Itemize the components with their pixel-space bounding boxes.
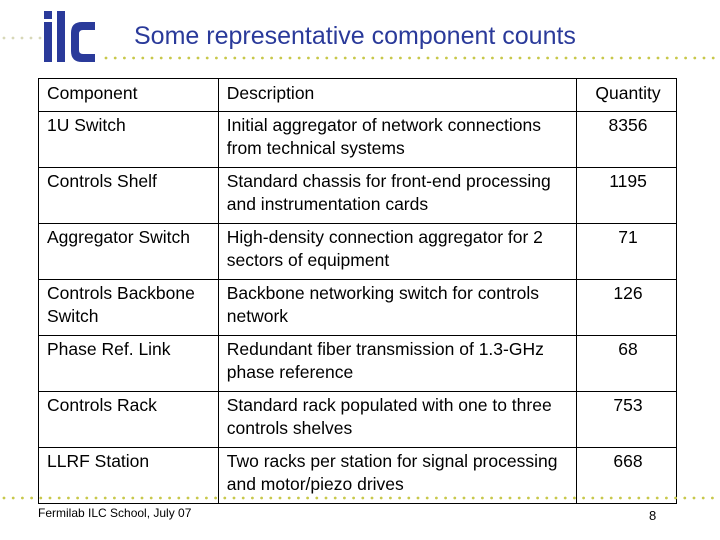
table-row — [39, 112, 677, 168]
decorative-dot — [196, 497, 199, 500]
decorative-dot — [657, 57, 660, 60]
table-row — [39, 224, 677, 280]
decorative-dot — [684, 57, 687, 60]
decorative-dot — [122, 497, 125, 500]
decorative-dot — [243, 57, 246, 60]
decorative-dot — [610, 497, 613, 500]
table-row — [39, 168, 677, 224]
decorative-dot — [315, 497, 318, 500]
decorative-dot — [445, 57, 448, 60]
decorative-dot — [481, 497, 484, 500]
decorative-dot — [49, 497, 52, 500]
decorative-dot — [509, 497, 512, 500]
decorative-dot — [58, 497, 61, 500]
cell-quantity: 71 — [577, 224, 677, 280]
decorative-dot — [12, 497, 15, 500]
decorative-dot — [573, 497, 576, 500]
decorative-dot — [352, 497, 355, 500]
decorative-dot — [472, 497, 475, 500]
cell-description: Initial aggregator of network connections from technical systems — [218, 112, 576, 168]
decorative-dot — [519, 57, 522, 60]
decorative-dot — [583, 57, 586, 60]
decorative-dot — [555, 497, 558, 500]
decorative-dot — [703, 57, 706, 60]
decorative-dot — [95, 497, 98, 500]
decorative-dot — [693, 57, 696, 60]
cell-component: Controls Shelf — [39, 168, 219, 224]
decorative-dot-line-top — [0, 28, 720, 68]
decorative-dot — [214, 497, 217, 500]
decorative-dot — [711, 497, 714, 500]
decorative-dot — [436, 57, 439, 60]
decorative-dot — [325, 57, 328, 60]
decorative-dot — [279, 497, 282, 500]
decorative-dot — [85, 497, 88, 500]
decorative-dot — [160, 57, 163, 60]
decorative-dot — [482, 57, 485, 60]
decorative-dot — [335, 57, 338, 60]
decorative-dot — [371, 497, 374, 500]
decorative-dot — [343, 497, 346, 500]
table-header-row — [39, 79, 677, 112]
cell-quantity: 8356 — [577, 112, 677, 168]
decorative-dot — [555, 57, 558, 60]
decorative-dot — [390, 57, 393, 60]
cell-component: Controls Backbone Switch — [39, 280, 219, 336]
decorative-dot — [298, 57, 301, 60]
decorative-dot — [619, 497, 622, 500]
decorative-dot — [398, 497, 401, 500]
decorative-dot — [223, 497, 226, 500]
decorative-dot — [601, 497, 604, 500]
decorative-dot — [380, 497, 383, 500]
decorative-dot — [592, 57, 595, 60]
cell-component: Controls Rack — [39, 392, 219, 448]
decorative-dot — [528, 57, 531, 60]
decorative-dot — [702, 497, 705, 500]
header-component: Component — [39, 79, 219, 112]
decorative-dot — [574, 57, 577, 60]
decorative-dot — [499, 497, 502, 500]
decorative-dot — [527, 497, 530, 500]
decorative-dot — [105, 57, 108, 60]
decorative-dot — [490, 497, 493, 500]
decorative-dot — [297, 497, 300, 500]
decorative-dot — [518, 497, 521, 500]
decorative-dot — [647, 497, 650, 500]
cell-description: Two racks per station for signal processing and motor/piezo drives — [218, 448, 576, 504]
decorative-dot — [473, 57, 476, 60]
decorative-dot — [187, 57, 190, 60]
decorative-dot — [151, 57, 154, 60]
decorative-dot — [197, 57, 200, 60]
decorative-dot — [177, 497, 180, 500]
decorative-dot — [3, 497, 6, 500]
cell-description: Redundant fiber transmission of 1.3-GHz phase reference — [218, 336, 576, 392]
decorative-dot — [187, 497, 190, 500]
decorative-dot — [417, 497, 420, 500]
slide-title: Some representative component counts — [134, 22, 576, 50]
decorative-dot — [674, 497, 677, 500]
decorative-dot — [611, 57, 614, 60]
page-number: 8 — [649, 508, 657, 523]
decorative-dot — [582, 497, 585, 500]
decorative-dot — [361, 497, 364, 500]
decorative-dot — [30, 37, 33, 40]
decorative-dot — [454, 57, 457, 60]
decorative-dot — [141, 57, 144, 60]
decorative-dot — [289, 57, 292, 60]
decorative-dot — [261, 57, 264, 60]
decorative-dot — [407, 497, 410, 500]
decorative-dot — [629, 57, 632, 60]
decorative-dot — [270, 57, 273, 60]
decorative-dot — [168, 497, 171, 500]
header-quantity: Quantity — [577, 79, 677, 112]
decorative-dot — [344, 57, 347, 60]
decorative-dot — [76, 497, 79, 500]
cell-description: Standard rack populated with one to three controls shelves — [218, 392, 576, 448]
decorative-dot — [30, 497, 33, 500]
decorative-dot — [169, 57, 172, 60]
decorative-dot — [545, 497, 548, 500]
decorative-dot — [252, 57, 255, 60]
decorative-dot — [39, 497, 42, 500]
decorative-dot — [637, 497, 640, 500]
decorative-dot — [224, 57, 227, 60]
cell-quantity: 753 — [577, 392, 677, 448]
header-description: Description — [218, 79, 576, 112]
decorative-dot — [362, 57, 365, 60]
decorative-dot — [279, 57, 282, 60]
cell-component: Phase Ref. Link — [39, 336, 219, 392]
decorative-dot — [205, 497, 208, 500]
decorative-dot — [113, 497, 116, 500]
footer-source: Fermilab ILC School, July 07 — [38, 506, 192, 520]
component-counts-table — [38, 78, 677, 504]
decorative-dot — [546, 57, 549, 60]
decorative-dot — [453, 497, 456, 500]
cell-quantity: 68 — [577, 336, 677, 392]
decorative-dot — [601, 57, 604, 60]
decorative-dot — [150, 497, 153, 500]
decorative-dot — [316, 57, 319, 60]
decorative-dot — [288, 497, 291, 500]
table-row — [39, 280, 677, 336]
decorative-dot — [39, 37, 42, 40]
cell-component: Aggregator Switch — [39, 224, 219, 280]
decorative-dot — [665, 497, 668, 500]
decorative-dot — [353, 57, 356, 60]
decorative-dot — [178, 57, 181, 60]
cell-description: Backbone networking switch for controls network — [218, 280, 576, 336]
cell-description: Standard chassis for front-end processing and instrumentation cards — [218, 168, 576, 224]
decorative-dot — [435, 497, 438, 500]
decorative-dot — [251, 497, 254, 500]
decorative-dot — [591, 497, 594, 500]
decorative-dot — [491, 57, 494, 60]
decorative-dot — [325, 497, 328, 500]
decorative-dot — [638, 57, 641, 60]
decorative-dot — [123, 57, 126, 60]
cell-component: LLRF Station — [39, 448, 219, 504]
decorative-dot — [444, 497, 447, 500]
decorative-dot — [408, 57, 411, 60]
cell-component: 1U Switch — [39, 112, 219, 168]
decorative-dot — [693, 497, 696, 500]
decorative-dot — [647, 57, 650, 60]
decorative-dot — [683, 497, 686, 500]
decorative-dot — [260, 497, 263, 500]
decorative-dot — [269, 497, 272, 500]
decorative-dot — [426, 497, 429, 500]
decorative-dot — [131, 497, 134, 500]
decorative-dot — [307, 57, 310, 60]
decorative-dot — [536, 497, 539, 500]
decorative-dot — [141, 497, 144, 500]
decorative-dot — [104, 497, 107, 500]
table-row — [39, 392, 677, 448]
decorative-dot — [242, 497, 245, 500]
decorative-dot — [500, 57, 503, 60]
decorative-dot — [114, 57, 117, 60]
decorative-dot — [371, 57, 374, 60]
decorative-dot — [12, 37, 15, 40]
decorative-dot — [628, 497, 631, 500]
decorative-dot — [675, 57, 678, 60]
decorative-dot — [427, 57, 430, 60]
decorative-dot — [564, 497, 567, 500]
decorative-dot — [620, 57, 623, 60]
decorative-dot — [381, 57, 384, 60]
decorative-dot — [537, 57, 540, 60]
decorative-dot — [389, 497, 392, 500]
decorative-dot — [3, 37, 6, 40]
decorative-dot — [666, 57, 669, 60]
decorative-dot — [399, 57, 402, 60]
decorative-dot — [463, 497, 466, 500]
decorative-dot — [306, 497, 309, 500]
decorative-dot — [233, 57, 236, 60]
decorative-dot — [417, 57, 420, 60]
decorative-dot — [21, 37, 24, 40]
decorative-dot — [509, 57, 512, 60]
decorative-dot — [656, 497, 659, 500]
decorative-dot — [206, 57, 209, 60]
decorative-dot — [712, 57, 715, 60]
decorative-dot — [159, 497, 162, 500]
decorative-dot — [463, 57, 466, 60]
cell-quantity: 126 — [577, 280, 677, 336]
decorative-dot-line-bottom — [0, 492, 720, 504]
decorative-dot — [565, 57, 568, 60]
cell-description: High-density connection aggregator for 2 sectors of equipment — [218, 224, 576, 280]
decorative-dot — [233, 497, 236, 500]
decorative-dot — [334, 497, 337, 500]
decorative-dot — [215, 57, 218, 60]
decorative-dot — [67, 497, 70, 500]
cell-quantity: 1195 — [577, 168, 677, 224]
decorative-dot — [132, 57, 135, 60]
cell-quantity: 668 — [577, 448, 677, 504]
decorative-dot — [21, 497, 24, 500]
table-row — [39, 336, 677, 392]
